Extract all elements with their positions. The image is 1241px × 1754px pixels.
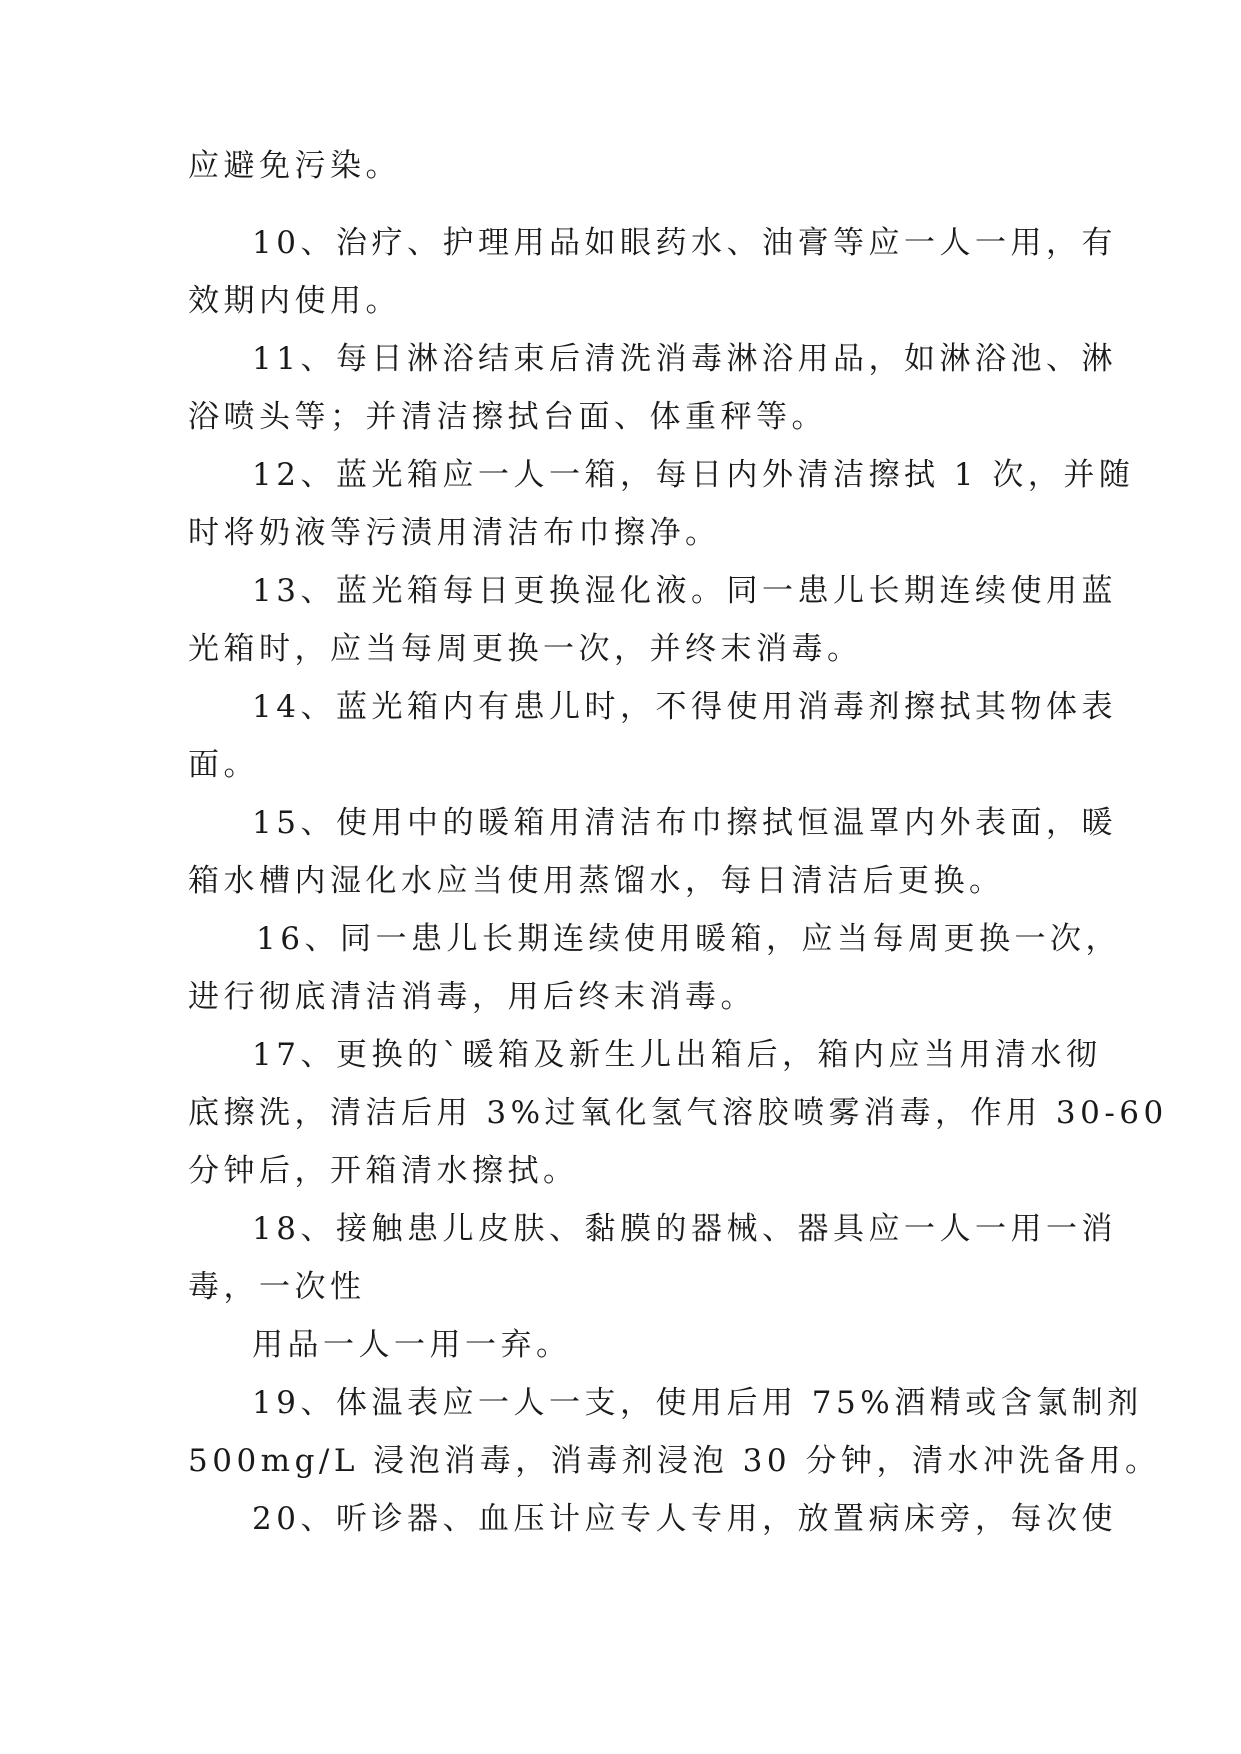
text-line: 光箱时，应当每周更换一次，并终末消毒。 <box>188 631 863 667</box>
text-line: 箱水槽内湿化水应当使用蒸馏水，每日清洁后更换。 <box>188 863 1005 899</box>
text-line: 用品一人一用一弃。 <box>252 1327 572 1363</box>
text-line: 面。 <box>188 747 259 783</box>
text-line: 20、听诊器、血压计应专人专用，放置病床旁，每次使 <box>252 1501 1117 1537</box>
text-line: 进行彻底清洁消毒，用后终末消毒。 <box>188 979 756 1015</box>
text-line: 16、同一患儿长期连续使用暖箱，应当每周更换一次， <box>256 921 1121 957</box>
text-line: 18、接触患儿皮肤、黏膜的器械、器具应一人一用一消 <box>252 1211 1117 1247</box>
text-line: 时将奶液等污渍用清洁布巾擦净。 <box>188 515 721 551</box>
text-line: 15、使用中的暖箱用清洁布巾擦拭恒温罩内外表面，暖 <box>252 805 1117 841</box>
text-line: 浴喷头等；并清洁擦拭台面、体重秤等。 <box>188 399 827 435</box>
text-line: 效期内使用。 <box>188 283 401 319</box>
text-line: 11、每日淋浴结束后清洗消毒淋浴用品，如淋浴池、淋 <box>252 341 1117 377</box>
text-line: 10、治疗、护理用品如眼药水、油膏等应一人一用，有 <box>252 225 1117 261</box>
text-line: 17、更换的`暖箱及新生儿出箱后，箱内应当用清水彻 <box>252 1037 1102 1073</box>
text-line: 14、蓝光箱内有患儿时，不得使用消毒剂擦拭其物体表 <box>252 689 1117 725</box>
text-line: 13、蓝光箱每日更换湿化液。同一患儿长期连续使用蓝 <box>252 573 1117 609</box>
text-line: 500mg/L 浸泡消毒，消毒剂浸泡 30 分钟，清水冲洗备用。 <box>188 1443 1161 1479</box>
text-line: 应避免污染。 <box>188 148 401 184</box>
text-line: 毒，一次性 <box>188 1269 366 1305</box>
text-line: 12、蓝光箱应一人一箱，每日内外清洁擦拭 1 次，并随 <box>252 457 1135 493</box>
text-line: 19、体温表应一人一支，使用后用 75%酒精或含氯制剂 <box>252 1385 1143 1421</box>
text-line: 分钟后，开箱清水擦拭。 <box>188 1153 579 1189</box>
text-line: 底擦洗，清洁后用 3%过氧化氢气溶胶喷雾消毒，作用 30-60 <box>188 1095 1168 1131</box>
